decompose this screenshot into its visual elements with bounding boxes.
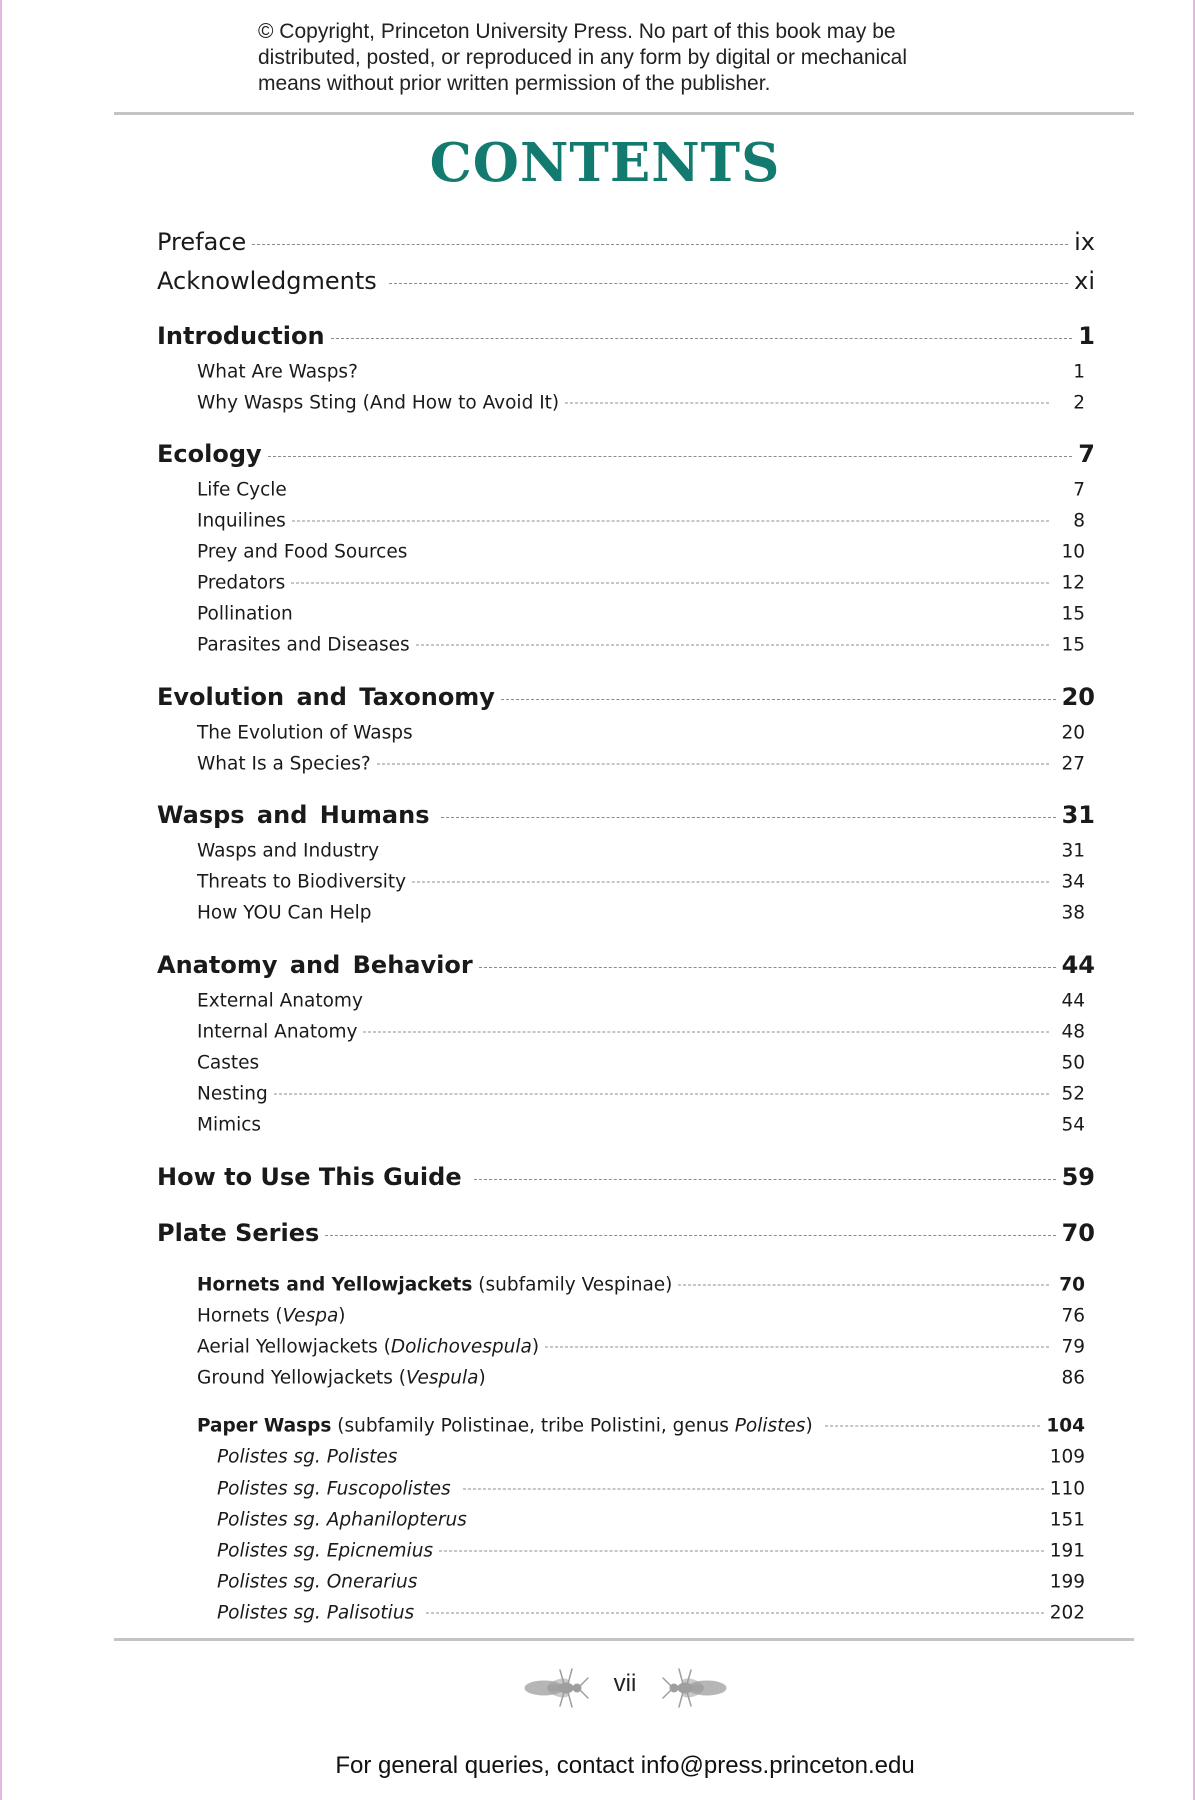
- dotted-leader: [479, 967, 1056, 968]
- toc-entry-label: Inquilines: [197, 510, 286, 532]
- label-text: Aerial Yellowjackets (: [197, 1336, 391, 1358]
- toc-group-page: 104: [1046, 1415, 1085, 1437]
- toc-entry-label: Polistes sg. Polistes: [217, 1446, 398, 1468]
- toc-entry[interactable]: [197, 841, 1085, 862]
- dotted-leader: [678, 1285, 1049, 1286]
- toc-chapter-label: Evolution and Taxonomy: [157, 683, 495, 711]
- toc-entry[interactable]: [197, 635, 1085, 656]
- toc-entry-label: External Anatomy: [197, 990, 363, 1012]
- toc-entry[interactable]: [197, 480, 1085, 501]
- dotted-leader: [363, 1032, 1049, 1033]
- toc-entry[interactable]: [197, 542, 1085, 563]
- toc-entry-page: 110: [1049, 1478, 1085, 1500]
- page-title: CONTENTS: [429, 132, 781, 194]
- dotted-leader: [331, 338, 1073, 339]
- toc-entry-label: Predators: [197, 572, 286, 594]
- toc-group-end: ): [805, 1415, 813, 1437]
- toc-chapter-label: Anatomy and Behavior: [157, 951, 473, 979]
- toc-chapter-ecology[interactable]: [157, 440, 1095, 468]
- toc-entry[interactable]: [197, 1115, 1085, 1136]
- toc-entry-label: Pollination: [197, 603, 293, 625]
- toc-entry-page: 44: [1061, 990, 1085, 1012]
- toc-entry-page: xi: [1074, 267, 1095, 295]
- dotted-leader: [292, 521, 1049, 522]
- toc-entry-page: 1: [1073, 361, 1085, 383]
- toc-entry-page: 50: [1061, 1052, 1085, 1074]
- toc-chapter-page: 70: [1061, 1219, 1095, 1247]
- toc-entry-label: Nesting: [197, 1083, 268, 1105]
- copyright-line: means without prior written permission of the publisher.: [258, 72, 771, 95]
- toc-group-rest: (subfamily Vespinae): [472, 1274, 673, 1296]
- toc-entry[interactable]: [197, 754, 1085, 775]
- footer-divider: [114, 1638, 1134, 1641]
- toc-entry-label: What Are Wasps?: [197, 361, 358, 383]
- toc-entry-label: Parasites and Diseases: [197, 634, 410, 656]
- toc-entry-label: How YOU Can Help: [197, 902, 372, 924]
- toc-entry[interactable]: [197, 872, 1085, 893]
- label-text: ): [531, 1336, 540, 1358]
- toc-entry[interactable]: [197, 991, 1085, 1012]
- toc-entry[interactable]: [217, 1479, 1085, 1500]
- dotted-leader: [412, 882, 1049, 883]
- dotted-leader: [416, 645, 1049, 646]
- toc-group-hornets[interactable]: [197, 1275, 1085, 1296]
- toc-entry-page: 31: [1061, 840, 1085, 862]
- toc-entry[interactable]: [217, 1447, 1085, 1468]
- dotted-leader: [426, 1613, 1044, 1614]
- toc-entry-page: 109: [1049, 1446, 1085, 1468]
- toc-entry[interactable]: [217, 1541, 1085, 1562]
- toc-entry-page: 8: [1073, 510, 1085, 532]
- toc-entry-page: 34: [1061, 871, 1085, 893]
- toc-entry-label: The Evolution of Wasps: [197, 722, 413, 744]
- toc-entry-page: 199: [1049, 1571, 1085, 1593]
- toc-entry[interactable]: [197, 573, 1085, 594]
- dotted-leader: [291, 583, 1049, 584]
- toc-group-rest: (subfamily Polistinae, tribe Polistini, genus: [331, 1415, 735, 1437]
- toc-entry-page: 86: [1061, 1367, 1085, 1389]
- toc-entry-label: Life Cycle: [197, 479, 287, 501]
- dotted-leader: [377, 764, 1049, 765]
- toc-entry-label: Prey and Food Sources: [197, 541, 408, 563]
- toc-group-label: [197, 1275, 672, 1296]
- toc-entry-label: Internal Anatomy: [197, 1021, 358, 1043]
- toc-chapter-label: Ecology: [157, 440, 262, 468]
- toc-entry[interactable]: [197, 511, 1085, 532]
- toc-entry-label: Polistes sg. Palisotius: [217, 1602, 415, 1624]
- toc-entry-page: 2: [1073, 392, 1085, 414]
- toc-entry[interactable]: [197, 903, 1085, 924]
- toc-group-paper-wasps[interactable]: [197, 1416, 1085, 1437]
- toc-group-bold: Paper Wasps: [197, 1415, 332, 1437]
- toc-entry-acknowledgments[interactable]: [157, 267, 1095, 295]
- toc-entry-label: Why Wasps Sting (And How to Avoid It): [197, 392, 560, 414]
- toc-entry[interactable]: [217, 1603, 1085, 1624]
- genus-name: Dolichovespula: [390, 1336, 532, 1358]
- toc-entry-label: [197, 1337, 539, 1358]
- toc-chapter-page: 1: [1078, 322, 1095, 350]
- toc-entry[interactable]: [197, 362, 1085, 383]
- toc-entry-page: 48: [1061, 1021, 1085, 1043]
- dotted-leader: [325, 1235, 1055, 1236]
- toc-entry-label: Polistes sg. Onerarius: [217, 1571, 418, 1593]
- dotted-leader: [274, 1094, 1049, 1095]
- toc-group-label: [197, 1416, 813, 1437]
- label-text: Hornets (: [197, 1305, 283, 1327]
- toc-entry-page: 15: [1061, 603, 1085, 625]
- toc-entry-page: 151: [1049, 1509, 1085, 1531]
- toc-entry-page: 27: [1061, 753, 1085, 775]
- toc-entry-label: What Is a Species?: [197, 753, 371, 775]
- genus-name: Polistes: [734, 1415, 806, 1437]
- toc-chapter-anatomy[interactable]: [157, 951, 1095, 979]
- toc-entry-page: 79: [1061, 1336, 1085, 1358]
- toc-entry-page: 12: [1061, 572, 1085, 594]
- toc-entry[interactable]: [217, 1572, 1085, 1593]
- copyright-line: © Copyright, Princeton University Press. No part of this book may be: [258, 20, 896, 43]
- dotted-leader: [441, 817, 1055, 818]
- genus-name: Vespula: [405, 1367, 479, 1389]
- dotted-leader: [268, 456, 1073, 457]
- toc-entry[interactable]: [197, 1306, 1085, 1327]
- copyright-line: distributed, posted, or reproduced in any form by digital or mechanical: [258, 46, 908, 69]
- toc-chapter-label: Plate Series: [157, 1219, 320, 1247]
- wasp-icon: [661, 1664, 731, 1712]
- dotted-leader: [252, 244, 1068, 245]
- toc-entry[interactable]: [197, 1084, 1085, 1105]
- label-text: ): [338, 1305, 346, 1327]
- toc-chapter-page: 44: [1061, 951, 1095, 979]
- toc-entry[interactable]: [197, 723, 1085, 744]
- toc-entry-page: 38: [1061, 902, 1085, 924]
- toc-entry-label: Polistes sg. Fuscopolistes: [217, 1478, 451, 1500]
- toc-chapter-label: Introduction: [157, 322, 325, 350]
- toc-entry-page: 20: [1061, 722, 1085, 744]
- toc-entry[interactable]: [197, 1368, 1085, 1389]
- toc-entry-label: Acknowledgments: [157, 267, 377, 295]
- toc-chapter-guide[interactable]: [157, 1163, 1095, 1191]
- dotted-leader: [463, 1489, 1044, 1490]
- toc-chapter-label: Wasps and Humans: [157, 801, 430, 829]
- toc-entry-label: Preface: [157, 228, 247, 256]
- dotted-leader: [474, 1179, 1056, 1180]
- toc-chapter-page: 59: [1061, 1163, 1095, 1191]
- toc-chapter-evolution[interactable]: [157, 683, 1095, 711]
- toc-entry-label: Wasps and Industry: [197, 840, 380, 862]
- toc-entry-page: 15: [1061, 634, 1085, 656]
- toc-entry[interactable]: [197, 393, 1085, 414]
- toc-chapter-plates[interactable]: [157, 1219, 1095, 1247]
- toc-entry[interactable]: [197, 1053, 1085, 1074]
- toc-entry[interactable]: [197, 1337, 1085, 1358]
- toc-chapter-page: 31: [1061, 801, 1095, 829]
- toc-group-page: 70: [1059, 1274, 1085, 1296]
- dotted-leader: [501, 699, 1056, 700]
- label-text: ): [478, 1367, 486, 1389]
- toc-chapter-label: How to Use This Guide: [157, 1163, 462, 1191]
- toc-group-bold: Hornets and Yellowjackets: [197, 1274, 473, 1296]
- dotted-leader: [439, 1551, 1044, 1552]
- toc-entry-page: 10: [1061, 541, 1085, 563]
- toc-entry-page: 7: [1073, 479, 1085, 501]
- toc-chapter-humans[interactable]: [157, 801, 1095, 829]
- toc-entry-preface[interactable]: [157, 228, 1095, 256]
- toc-entry-page: 54: [1061, 1114, 1085, 1136]
- toc-entry-label: Polistes sg. Epicnemius: [217, 1540, 434, 1562]
- dotted-leader: [565, 403, 1049, 404]
- toc-entry-page: 52: [1061, 1083, 1085, 1105]
- toc-chapter-page: 7: [1078, 440, 1095, 468]
- dotted-leader: [825, 1426, 1041, 1427]
- toc-entry-page: ix: [1074, 228, 1095, 256]
- toc-entry-label: Polistes sg. Aphanilopterus: [217, 1509, 467, 1531]
- toc-chapter-introduction[interactable]: [157, 322, 1095, 350]
- toc-entry[interactable]: [197, 1022, 1085, 1043]
- genus-name: Vespa: [282, 1305, 339, 1327]
- toc-entry-label: Castes: [197, 1052, 260, 1074]
- toc-entry-page: 202: [1049, 1602, 1085, 1624]
- toc-entry-label: Threats to Biodiversity: [197, 871, 407, 893]
- page-number: vii: [613, 1670, 637, 1697]
- toc-entry[interactable]: [197, 604, 1085, 625]
- contact-info: For general queries, contact info@press.princeton.edu: [335, 1752, 915, 1779]
- toc-entry[interactable]: [217, 1510, 1085, 1531]
- toc-chapter-page: 20: [1061, 683, 1095, 711]
- toc-entry-label: [197, 1306, 346, 1327]
- toc-entry-page: 191: [1049, 1540, 1085, 1562]
- dotted-leader: [545, 1347, 1049, 1348]
- toc-entry-label: [197, 1368, 486, 1389]
- label-text: Ground Yellowjackets (: [197, 1367, 406, 1389]
- dotted-leader: [389, 283, 1068, 284]
- toc-entry-page: 76: [1061, 1305, 1085, 1327]
- toc-entry-label: Mimics: [197, 1114, 262, 1136]
